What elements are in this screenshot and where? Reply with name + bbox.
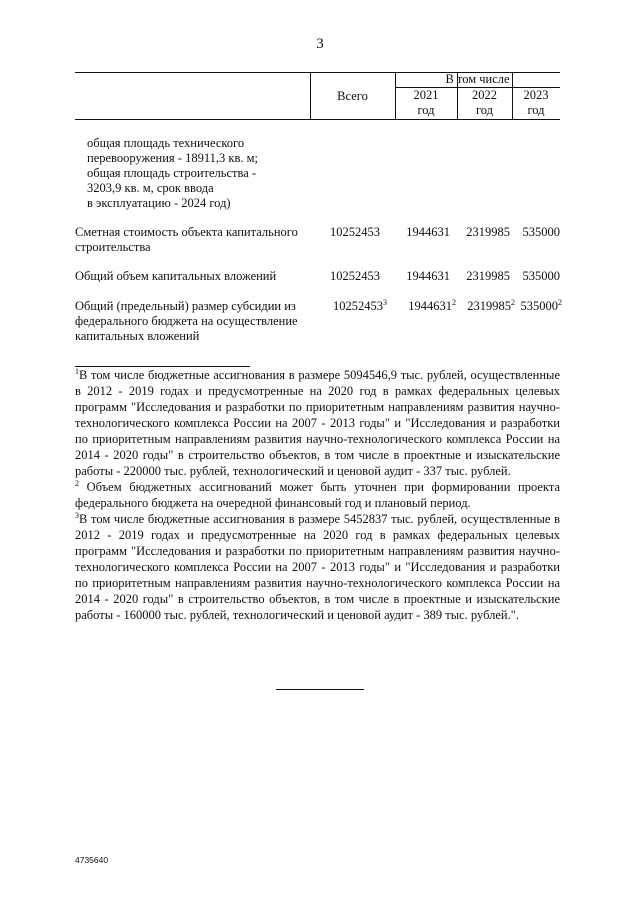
cell-value: 1944631: [408, 299, 452, 313]
document-code: 4735640: [75, 855, 109, 865]
cell-2023: 535000: [522, 225, 560, 239]
cell-2022: 2319985: [466, 269, 510, 283]
note-line: перевооружения - 18911,3 кв. м;: [87, 151, 258, 165]
cell-value: 2319985: [467, 299, 511, 313]
cell-2021: 1944631: [406, 225, 450, 239]
column-year-unit: год: [475, 103, 494, 117]
footnote-1: [75, 367, 560, 479]
note-line: в эксплуатацию - 2024 год): [87, 196, 231, 210]
row-label: Общий (предельный) размер субсидии из федерального бюджета на осуществление капитальных вложений: [75, 299, 298, 343]
cell-2021: [395, 299, 456, 314]
note-line: общая площадь строительства -: [87, 166, 257, 180]
column-year-unit: год: [527, 103, 545, 117]
footnote-3: [75, 511, 560, 623]
footnote-2: [75, 479, 560, 511]
page-number: 3: [316, 36, 324, 52]
cell-2021: 1944631: [406, 269, 450, 283]
table-header: [75, 72, 560, 120]
column-year-unit: год: [417, 103, 435, 117]
footnote-ref: 3: [383, 297, 387, 307]
end-separator: [276, 689, 364, 690]
footnote-mark: 1: [75, 366, 79, 376]
column-group-header: В том числе: [445, 72, 510, 86]
column-year-header: 2022: [472, 88, 497, 102]
notes-block: [87, 136, 287, 211]
footnote-text: В том числе бюджетные ассигнования в размере 5452837 тыс. рублей, осуществленные в 2012 - 2019 годах и предусмотренные на 2020 год в рамках федеральных целевых программ "Исследования и разработки по приоритетным направлениям развития научно-технологического комплекса России на 2007 - 2013 годы" и "Исследования и разработки по приоритетным направлениям развития научно-технологического комплекса России на 2014 - 2020 годы" в строительство объектов, в том числе в проектные и изыскательские работы - 160000 тыс. рублей, технологический и ценовой аудит - 389 тыс. рублей.".: [75, 512, 560, 622]
cell-2023: [512, 299, 562, 314]
footnote-text: В том числе бюджетные ассигнования в размере 5094546,9 тыс. рублей, осуществленные в 2012 - 2019 годах и предусмотренные на 2020 год в рамках федеральных целевых программ "Исследования и разработки по приоритетным направлениям развития научно-технологического комплекса России на 2007 - 2013 годы" и "Исследования и разработки по приоритетным направлениям развития научно-технологического комплекса России на 2014 - 2020 годы" в строительство объектов, в том числе в проектные и изыскательские работы - 220000 тыс. рублей, технологический и ценовой аудит - 337 тыс. рублей.: [75, 368, 560, 478]
column-year-header: 2021: [413, 88, 439, 102]
row-label: Общий объем капитальных вложений: [75, 269, 277, 283]
cell-value: 10252453: [333, 299, 383, 313]
cell-value: 535000: [520, 299, 558, 313]
footnote-text: Объем бюджетных ассигнований может быть уточнен при формировании проекта федерального бюджета на очередной финансовый год и плановый период.: [75, 480, 561, 510]
footnote-ref: 2: [511, 297, 515, 307]
note-line: общая площадь технического: [87, 136, 245, 150]
footnote-ref: 2: [452, 297, 456, 307]
cell-2023: 535000: [522, 269, 560, 283]
row-label: Сметная стоимость объекта капитального строительства: [75, 225, 298, 254]
cell-2022: [457, 299, 515, 314]
column-year-header: 2023: [523, 88, 549, 102]
footnote-ref: 2: [558, 297, 562, 307]
cell-total: [310, 299, 387, 314]
header-bottom-rule: [75, 119, 560, 120]
cell-total: 10252453: [330, 225, 380, 239]
column-total-header: Всего: [337, 89, 368, 103]
footnote-mark: 3: [75, 510, 79, 520]
cell-total: 10252453: [330, 269, 380, 283]
note-line: 3203,9 кв. м, срок ввода: [87, 181, 214, 195]
cell-2022: 2319985: [466, 225, 510, 239]
footnote-mark: 2: [75, 478, 79, 488]
footnotes: [75, 367, 560, 623]
